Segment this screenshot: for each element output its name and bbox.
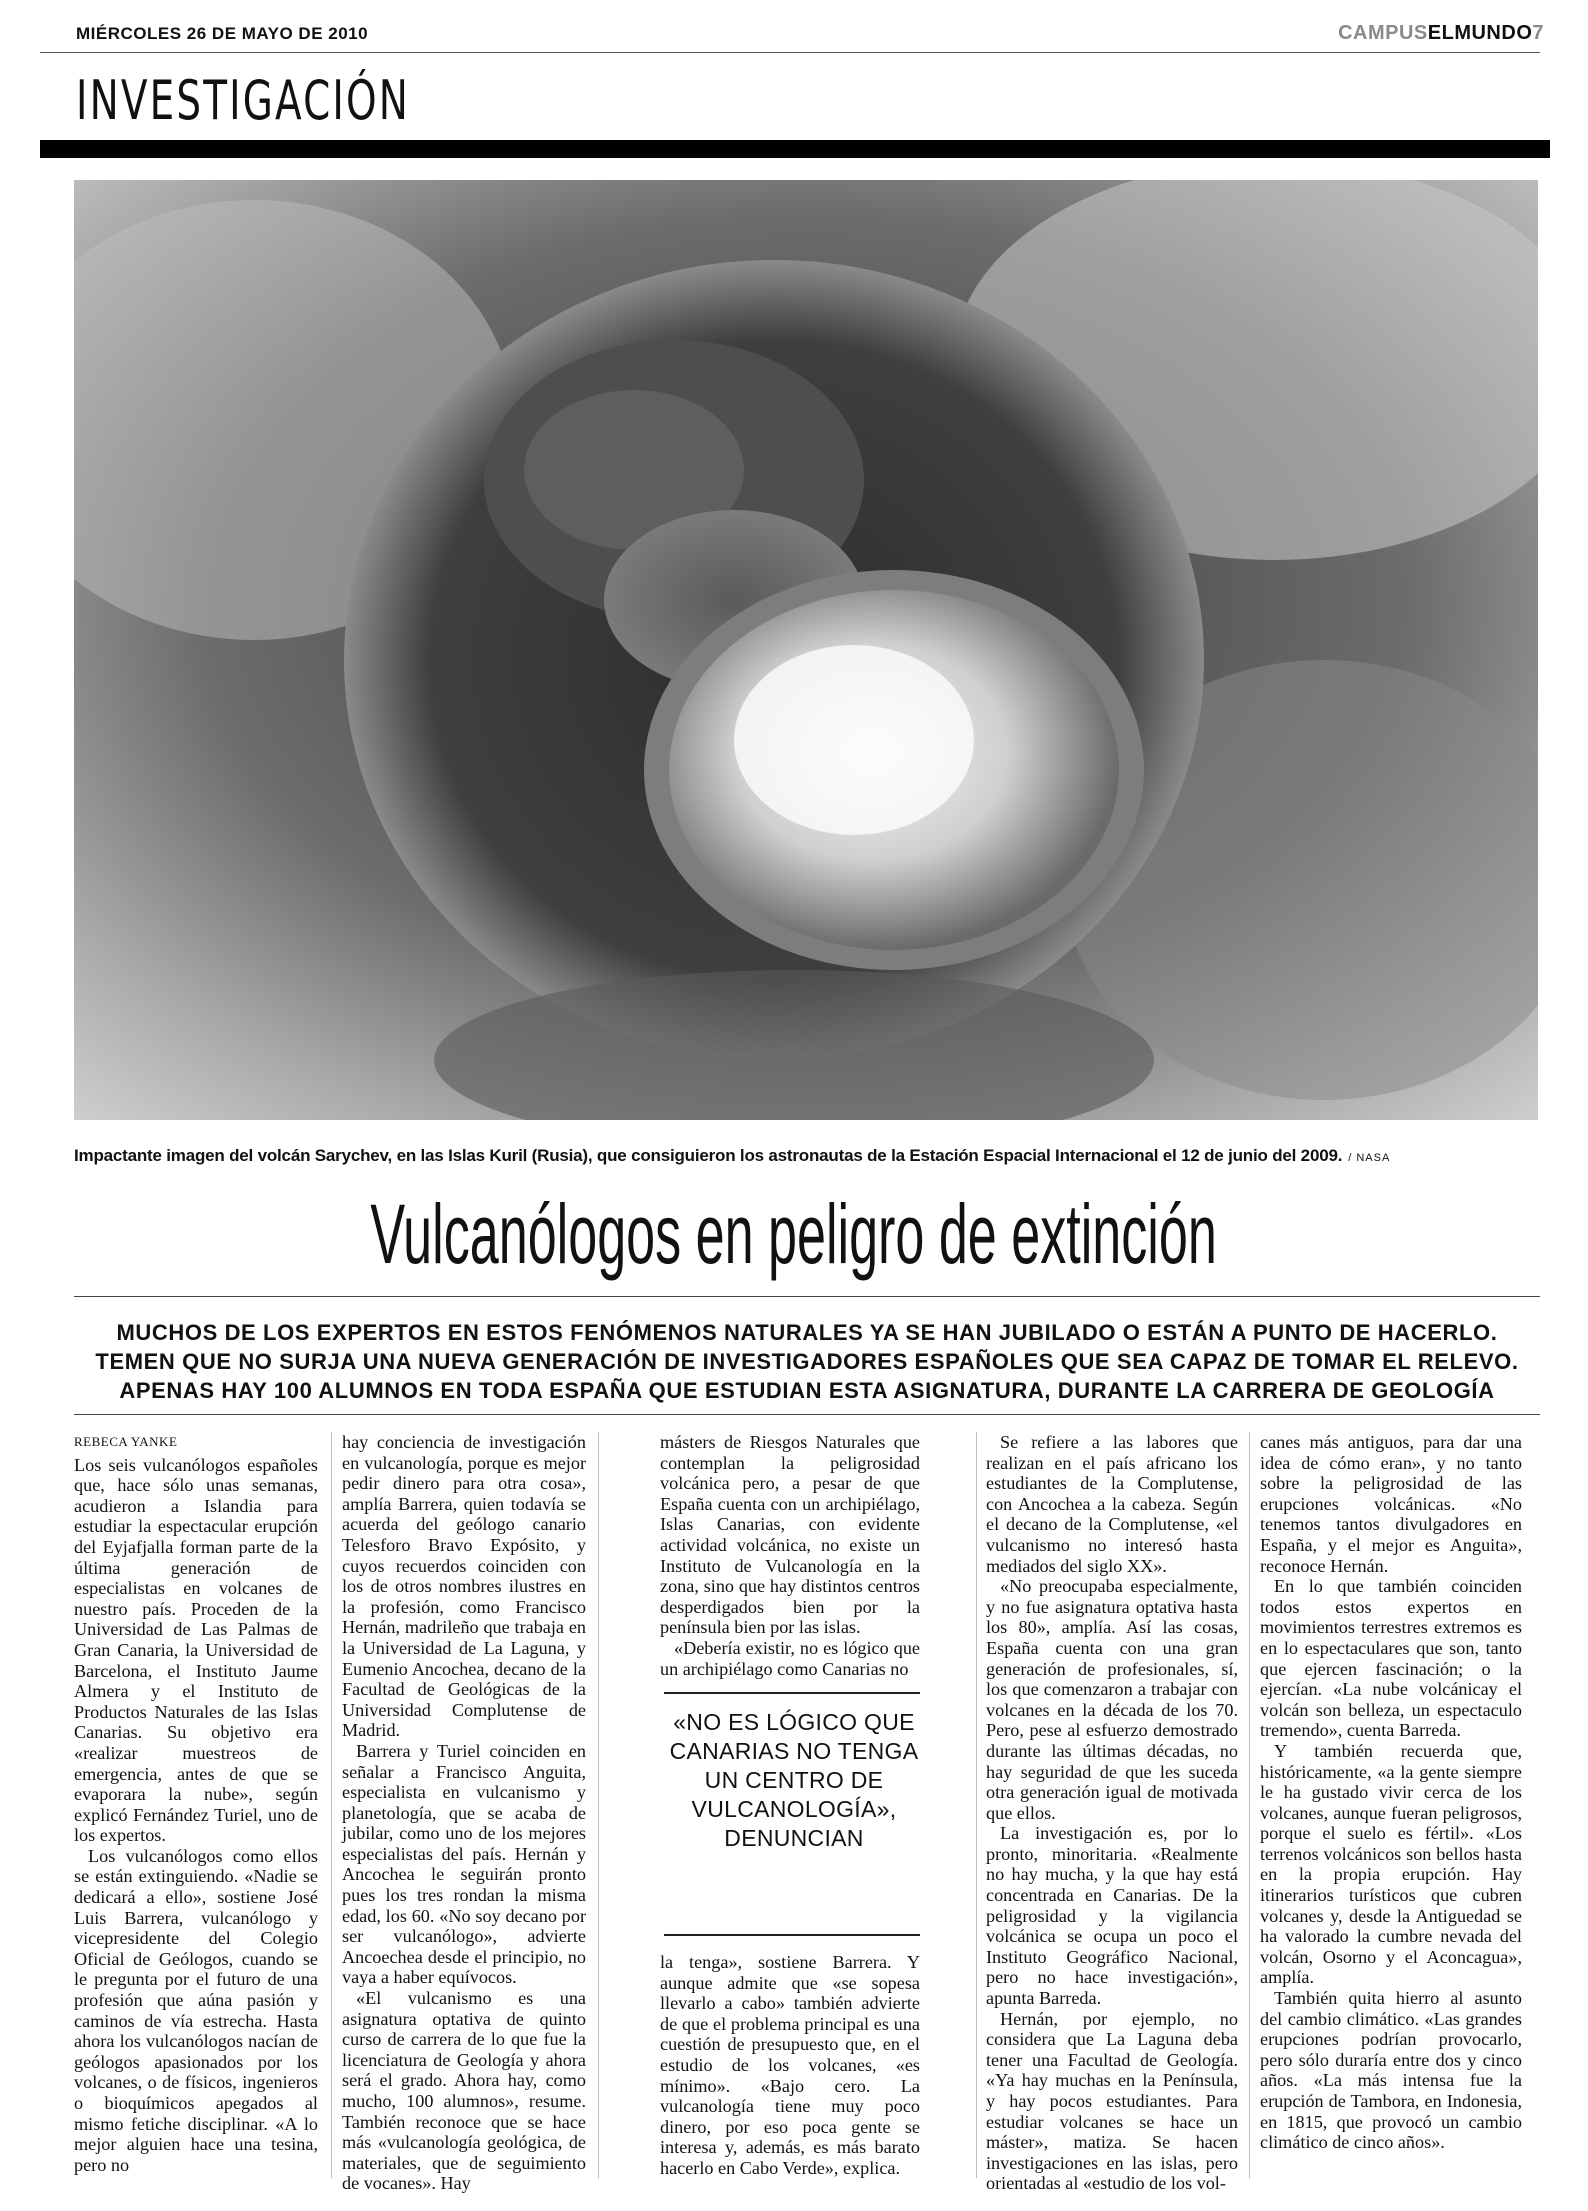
- header-rule: [40, 52, 1540, 53]
- body-paragraph: «El vulcanismo es una asignatura optativa de quinto curso de carrera de lo que fue la licenciatura de Geología y ahora será el grado. Ahora hay, como mucho, 100 alumnos», resume. También reconoce que se hace más «vulcanología geológica, de materiales, que de seguimiento de vocanes». Hay: [342, 1988, 586, 2194]
- headline-text: Vulcanólogos en peligro de extinción: [370, 1187, 1218, 1281]
- page-number: 7: [1532, 22, 1544, 44]
- subhead-line: APENAS HAY 100 ALUMNOS EN TODA ESPAÑA QUE ESTUDIAN ESTA ASIGNATURA, DURANTE LA CARRERA DE GEOLOGÍA: [119, 1378, 1495, 1403]
- body-column-1: [74, 1432, 318, 2175]
- pullquote-rule-top: [664, 1692, 920, 1694]
- headline: [0, 1187, 1588, 1281]
- volcano-photo-illustration: [74, 180, 1538, 1120]
- body-paragraph: Los seis vulcanólogos españoles que, hace sólo unas semanas, acudieron a Islandia para estudiar la espectacular erupción del Eyjafjalla forman parte de la última generación de especialistas en volcanes de nuestro país. Proceden de la Universidad de Las Palmas de Gran Canaria, la Universidad de Barcelona, el Instituto Jaume Almera y el Instituto de Productos Naturales de las Islas Canarias. Su objetivo era «realizar muestreos de emergencia, antes de que se evaporara la nube», según explicó Fernández Turiel, uno de los expertos.: [74, 1454, 318, 1846]
- brand-elmundo: ELMUNDO: [1427, 22, 1533, 44]
- subhead-rule: [74, 1414, 1540, 1415]
- subhead-line: MUCHOS DE LOS EXPERTOS EN ESTOS FENÓMENOS NATURALES YA SE HAN JUBILADO O ESTÁN A PUNTO DE HACERLO.: [116, 1320, 1498, 1345]
- byline: REBECA YANKE: [74, 1434, 178, 1449]
- brand-campus: CAMPUS: [1338, 22, 1428, 44]
- subhead: [74, 1318, 1540, 1405]
- newspaper-brand: [1338, 22, 1544, 45]
- body-paragraph: la tenga», sostiene Barrera. Y aunque admite que «se sopesa llevarlo a cabo» también advierte de que el problema principal es una cuestión de presupuesto que, en el estudio de los volcanes, «es mínimo». «Bajo cero. La vulcanología tiene muy poco dinero, por eso poca gente se interesa y, además, es más barato hacerlo en Cabo Verde», explica.: [660, 1952, 920, 2178]
- body-paragraph: Barrera y Turiel coinciden en señalar a Francisco Anguita, especialista en vulcanismo y planetología, que se acaba de jubilar, como uno de los mejores especialistas del país. Hernán y Ancochea le seguirán pronto pues los tres rondan la misma edad, los 60. «No soy decano por ser vulcanólogo», advierte Ancoechea desde el principio, no vaya a haber equívocos.: [342, 1740, 586, 1988]
- photo-caption: [74, 1146, 1390, 1166]
- body-paragraph: Se refiere a las labores que realizan en el país africano los estudiantes de la Complutense, con Ancochea a la cabeza. Según el decano de la Complutense, «el vulcanismo no interesó hasta mediados del siglo XX».: [986, 1432, 1238, 1576]
- section-title: INVESTIGACIÓN: [76, 69, 411, 132]
- subhead-line: TEMEN QUE NO SURJA UNA NUEVA GENERACIÓN DE INVESTIGADORES ESPAÑOLES QUE SEA CAPAZ DE TOMAR EL RELEVO.: [95, 1349, 1519, 1374]
- body-paragraph: La investigación es, por lo pronto, minoritaria. «Realmente no hay mucha, y la que hay está concentrada en Canarias. De la peligrosidad y la vigilancia volcánica se ocupa un poco el Instituto Geográfico Nacional, pero no hace investigación», apunta Barreda.: [986, 1823, 1238, 2009]
- body-paragraph: canes más antiguos, para dar una idea de cómo eran», y no tanto sobre la peligrosidad de las erupciones volcánicas. «No tenemos tantos divulgadores en España, y el mejor es Anguita», reconoce Hernán.: [1260, 1432, 1522, 1576]
- body-column-2: [342, 1432, 586, 2194]
- body-column-5: [1260, 1432, 1522, 2153]
- issue-date: MIÉRCOLES 26 DE MAYO DE 2010: [76, 24, 369, 43]
- body-paragraph: másters de Riesgos Naturales que contemplan la peligrosidad volcánica pero, a pesar de que España cuenta con un archipiélago, Islas Canarias, con evidente actividad volcánica, no existe un Instituto de Vulcanología en la zona, sino que hay distintos centros desperdigados bien por la península bien por las islas.: [660, 1432, 920, 1638]
- body-paragraph: hay conciencia de investigación en vulcanología, porque es mejor pedir dinero para otra cosa», amplía Barrera, quien todavía se acuerda del geólogo canario Telesforo Bravo Expósito, y cuyos recuerdos coinciden con los de otros nombres ilustres en la profesión, como Francisco Hernán, madrileño que trabaja en la Universidad de La Laguna, y Eumenio Ancochea, decano de la Facultad de Geológicas de la Universidad Complutense de Madrid.: [342, 1432, 586, 1741]
- body-paragraph: En lo que también coinciden todos estos expertos en movimientos terrestres extremos es en lo espectaculares que son, tanto que ejercen fascinación; o la ejercían. «La nube volcánicay el volcán son belleza, un espectaculo tremendo», cuenta Barreda.: [1260, 1576, 1522, 1741]
- body-column-3-top: [660, 1432, 920, 1679]
- body-paragraph: Hernán, por ejemplo, no considera que La Laguna deba tener una Facultad de Geología. «Ya hay muchas en la Península, y hay pocos estudiantes. Para estudiar volcanes se hace un máster», matiza. Se hacen investigaciones en las islas, pero orientadas al «estudio de los vol-: [986, 2008, 1238, 2194]
- body-column-3-bottom: [660, 1952, 920, 2179]
- headline-rule: [74, 1296, 1540, 1297]
- column-rule: [976, 1432, 977, 2178]
- body-paragraph: Los vulcanólogos como ellos se están extinguiendo. «Nadie se dedicará a ello», sostiene José Luis Barrera, vulcanólogo y vicepresidente del Colegio Oficial de Geólogos, cuando se le pregunta por el futuro de una profesión que aúna pasión y caminos de vía estrecha. Hasta ahora los vulcanólogos nacían de geólogos apasionados por los volcanes, o de físicos, ingenieros o bioquímicos apegados al mismo fetiche disciplinar. «A lo mejor alguien hace una tesina, pero no: [74, 1845, 318, 2175]
- pullquote: «NO ES LÓGICO QUE CANARIAS NO TENGA UN CENTRO DE VULCANOLOGÍA», DENUNCIAN: [669, 1709, 919, 1851]
- caption-text: Impactante imagen del volcán Sarychev, en las Islas Kuril (Rusia), que consiguieron los astronautas de la Estación Espacial Internacional el 12 de junio del 2009.: [74, 1146, 1343, 1165]
- pullquote-rule-bottom: [664, 1934, 920, 1936]
- photo-credit: / NASA: [1348, 1152, 1391, 1164]
- body-paragraph: «Debería existir, no es lógico que un archipiélago como Canarias no: [660, 1637, 920, 1679]
- column-rule: [331, 1432, 332, 2178]
- section-bar: [40, 140, 1550, 158]
- body-column-4: [986, 1432, 1238, 2194]
- body-paragraph: «No preocupaba especialmente, y no fue asignatura optativa hasta los 80», amplía. Así las cosas, España cuenta con una gran generación de profesionales, sí, los que comenzaron a trabajar con volcanes en la década de los 70. Pero, pese al esfuerzo demostrado durante las últimas décadas, no hay seguridad de que les suceda otra generación igual de motivada que ellos.: [986, 1576, 1238, 1823]
- column-rule: [1249, 1432, 1250, 2178]
- column-rule: [598, 1432, 599, 2178]
- body-paragraph: También quita hierro al asunto del cambio climático. «Las grandes erupciones podrían provocarlo, pero sólo duraría entre dos y cinco años. «La más intensa fue la erupción de Tambora, en Indonesia, en 1815, que provocó un cambio climático de cinco años».: [1260, 1988, 1522, 2153]
- body-paragraph: Y también recuerda que, históricamente, «a la gente siempre le ha gustado vivir cerca de los volcanes, aunque fueran peligrosos, porque el suelo es fértil». «Los terrenos volcánicos son bellos hasta en la propia erupción. Hay itinerarios turísticos que cubren volcanes y, desde la Antiguedad se ha valorado la cumbre nevada del volcán, Osorno y el Aconcagua», amplía.: [1260, 1740, 1522, 1988]
- volcano-photo: [74, 180, 1538, 1120]
